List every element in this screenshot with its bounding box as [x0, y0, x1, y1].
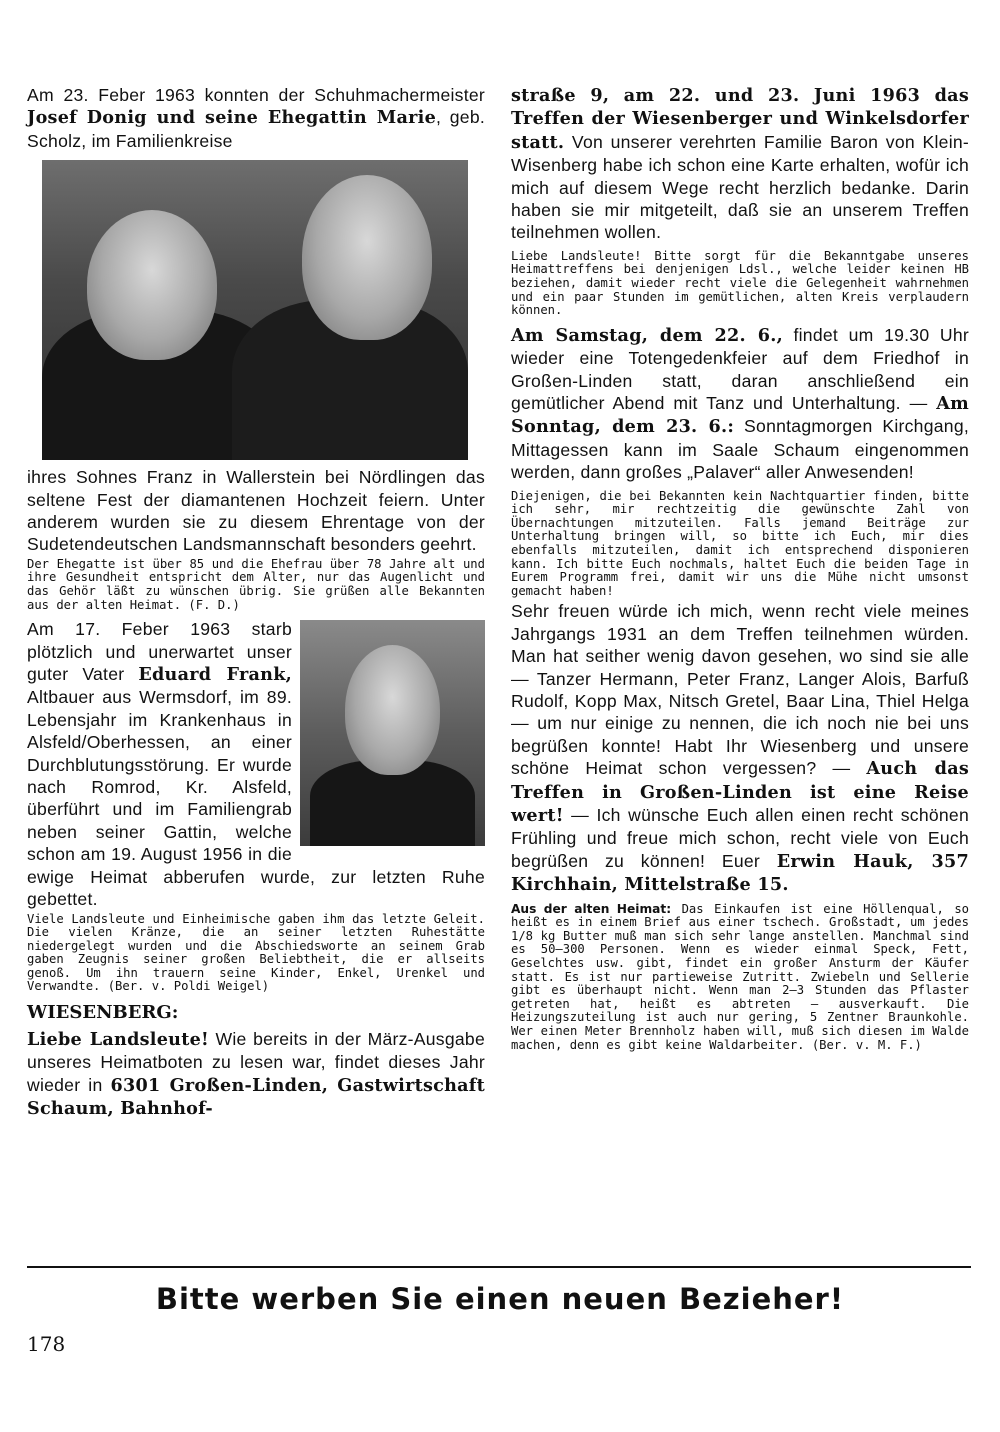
article-programm [511, 324, 969, 484]
section-heading-wiesenberg: WIESENBERG: [27, 1002, 179, 1024]
note-bekanntgabe: Liebe Landsleute! Bitte sorgt für die Bekanntgabe unseres Heimattreffens bei denjenigen Ldsl., welche leider keinen HB beziehen, damit wieder recht viele die Gelegenheit wahrnehmen und ein paar Stunden im gemütlichen, alten Kreis verplaudern können. [511, 248, 969, 318]
article-treffen [511, 84, 969, 244]
text-run: Das Einkaufen ist eine Höllenqual, so heißt es in einem Brief aus einer tschech. Großstadt, um jedes 1/8 kg Butter muß man sich sehr lange anstellen. Manchmal sind es 50—300 Personen. Wenn es wieder einmal Speck, Fett, Geselchtes usw. gibt, findet ein großer Ansturm der Käufer statt. Es ist nur partieweise Zutritt. Zwiebeln und Sellerie gibt es überhaupt nicht. Wenn man 2—3 Stunden das Pflaster getreten hat, heißt es abtreten — ausverkauft. Die Heizungszuteilung ist auch nur gering, 5 Zentner Braunkohle. Wer einen Meter Brennholz haben will, muß sich diesen im Walde machen, denn es gibt keine Waldarbeiter. (Ber. v. M. F.) [511, 901, 969, 1052]
text-run: findet um 19.30 Uhr wieder eine Totengedenkfeier auf dem Friedhof in Großen-Linden statt, daran anschließend ein gemütlicher Abend mit Tanz und Unterhaltung. — [511, 324, 969, 414]
event-bold: straße 9, am 22. und 23. Juni 1963 das Treffen der Wiesenberger und Winkelsdorfer statt. [511, 85, 969, 153]
text-run: Wie bereits in der März-Ausgabe unseres Heimatboten zu lesen war, findet dieses Jahr wieder in [27, 1029, 485, 1095]
article-donig-note: Der Ehegatte ist über 85 und die Ehefrau über 78 Jahre alt und ihre Gesundheit entspricht dem Alter, nur das Augenlicht und das Gehör läßt zu wünschen übrig. Sie grüßen alle Bekannten aus der alten Heimat. (F. D.) [27, 556, 485, 612]
article-alte-heimat [511, 903, 969, 1053]
article-frank [27, 618, 485, 910]
page-number: 178 [27, 1332, 66, 1356]
text-run: , geb. Scholz, im Familienkreise [27, 107, 485, 151]
signature-bold: Erwin Hauk, 357 Kirchhain, Mittelstraße 15. [511, 850, 969, 896]
article-jahrgang [511, 600, 969, 896]
slogan-bold: Auch das Treffen in Großen-Linden ist eine Reise wert! [511, 758, 969, 827]
article-frank-note: Viele Landsleute und Einheimische gaben ihm das letzte Geleit. Die vielen Kränze, die an seiner letzten Ruhestätte niedergelegt wurden und die Abschiedsworte an seinem Grab gaben Zeugnis seiner großen Beliebtheit, die er allseits genoß. Um ihn trauern seine Kinder, Enkel, Urenkel und Verwandte. (Ber. v. Poldi Weigel) [27, 911, 485, 994]
date-bold: Am Sonntag, dem 23. 6.: [511, 393, 969, 438]
advertising-banner: Bitte werben Sie einen neuen Bezieher! [155, 1282, 845, 1316]
date-bold: Am Samstag, dem 22. 6., [511, 324, 783, 346]
article-donig-body: ihres Sohnes Franz in Wallerstein bei Nördlingen das seltene Fest der diamantenen Hochzeit feiern. Unter anderem wurden sie zu diesem Ehrentage von der Sudetendeutschen Landsmannschaft besonders geehrt. [27, 467, 485, 555]
text-run: Von unserer verehrten Familie Baron von Klein-Wisenberg habe ich schon eine Karte erhalten, wofür ich mich auf diesem Wege recht herzlich bedanke. Darin haben sie mir mitgeteilt, daß sie an unserem Treffen teilnehmen wollen. [511, 131, 969, 243]
text-run: — Ich wünsche Euch allen einen recht schönen Frühling und freue mich schon, recht viele von Euch begrüßen zu können! Euer [511, 805, 969, 871]
right-column [511, 84, 969, 1052]
text-run: Sehr freuen würde ich mich, wenn recht viele meines Jahrgangs 1931 an dem Treffen teilnehmen würden. Man hat seither wenig davon gesehen, wo sind sie alle — Tanzer Hermann, Peter Franz, Langer Alois, Barfuß Rudolf, Kopp Max, Nitsch Gretel, Baar Lina, Thiel Helga — um nur einige zu nennen, die ich noch nie bei uns begrüßen konnte! Habt Ihr Wiesenberg und unsere schöne Heimat schon vergessen? — [511, 601, 969, 779]
greeting-bold: Liebe Landsleute! [27, 1029, 209, 1051]
name-bold: Eduard Frank, [138, 664, 293, 686]
article-wiesenberg-intro [27, 1028, 485, 1121]
text-run: Am 23. Feber 1963 konnten der Schuhmachermeister [27, 85, 485, 105]
name-bold: Josef Donig und seine Ehegattin Marie [27, 107, 437, 129]
venue-bold: 6301 Großen-Linden, Gastwirtschaft Schaum, Bahnhof- [27, 1074, 485, 1120]
label-bold: Aus der alten Heimat: [511, 901, 672, 916]
text-run: Am 17. Feber 1963 starb plötzlich und unerwartet unser guter Vater [27, 619, 292, 685]
photo-eduard-frank [300, 620, 485, 846]
note-nachtquartier: Diejenigen, die bei Bekannten kein Nachtquartier finden, bitte ich sehr, mir rechtzeitig die gewünschte Zahl von Übernachtungen mitzuteilen. Falls jemand Beiträge zur Unterhaltung bringen will, so bitte ich Euch, mir dies ebenfalls mitzuteilen, damit ich entsprechend disponieren kann. Ich bitte Euch nochmals, haltet Euch die beiden Tage in Eurem Programm frei, damit wir uns die Mühe nicht umsonst gemacht haben! [511, 488, 969, 598]
left-column [27, 84, 485, 1121]
article-donig-intro [27, 84, 485, 152]
photo-donig-couple [42, 160, 468, 460]
text-run: Altbauer aus Wermsdorf, im 89. Lebensjahr im Krankenhaus in Alsfeld/Oberhessen, an einer Durchblutungsstörung. Er wurde nach Romrod, Kr. Alsfeld, überführt und im Familiengrab neben seiner Gattin, welche schon am 19. August 1956 in die ewige Heimat abberufen wurde, zur letzten Ruhe gebettet. [27, 687, 485, 910]
text-run: Sonntagmorgen Kirchgang, Mittagessen kann im Saale Schaum eingenommen werden, dann großes „Palaver“ aller Anwesenden! [511, 416, 969, 483]
separator-rule [27, 1266, 971, 1268]
